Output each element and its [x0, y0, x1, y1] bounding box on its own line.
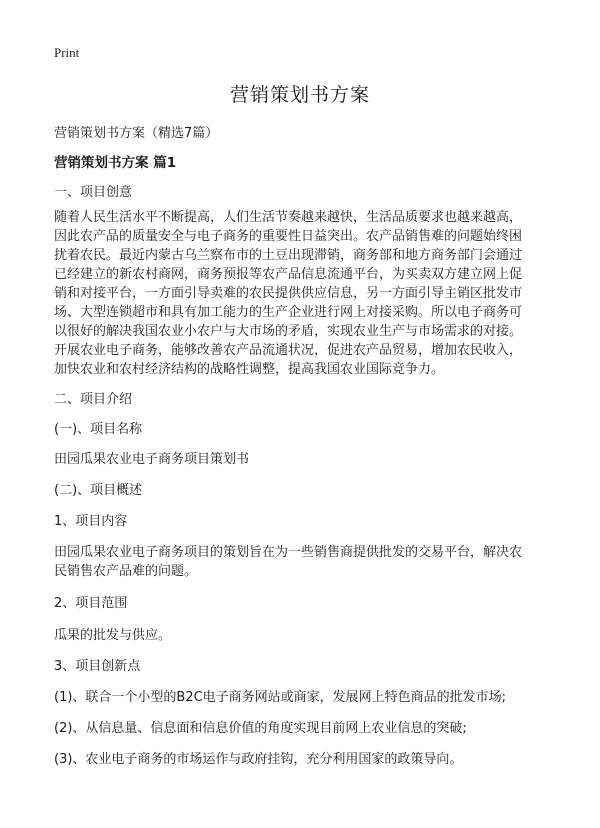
document-subtitle: 营销策划书方案（精选7篇） [54, 126, 219, 141]
innovation-item-1: (1)、联合一个小型的B2C电子商务网站或商家，发展网上特色商品的批发市场; [54, 690, 507, 705]
paragraph-line: 已经建立的新农村商网，商务预报等农产品信息流通平台，为买卖双方建立网上促 [54, 267, 523, 282]
section-heading: 营销策划书方案 篇1 [54, 155, 177, 171]
paragraph-line: 民销售农产品难的问题。 [54, 564, 198, 579]
innovation-item-3: (3)、农业电子商务的市场运作与政府挂钩，充分利用国家的政策导向。 [54, 752, 463, 767]
paragraph-creativity [54, 208, 554, 379]
page-title: 营销策划书方案 [229, 84, 370, 106]
paragraph-line: 开展农业电子商务，能够改善农产品流通状况，促进农产品贸易，增加农民收入， [54, 343, 523, 358]
heading-content: 1、项目内容 [54, 514, 128, 529]
project-name-text: 田园瓜果农业电子商务项目策划书 [54, 452, 250, 467]
heading-scope: 2、项目范围 [54, 596, 128, 611]
paragraph-line: 销和对接平台，一方面引导卖难的农民提供供应信息，另一方面引导主销区批发市 [54, 286, 523, 301]
heading-innovation: 3、项目创新点 [54, 659, 141, 674]
paragraph-line: 田园瓜果农业电子商务项目的策划旨在为一些销售商提供批发的交易平台，解决农 [54, 545, 523, 560]
heading-creativity: 一、项目创意 [54, 185, 133, 200]
print-link[interactable]: Print [54, 45, 80, 60]
paragraph-line: 场、大型连锁超市和具有加工能力的生产企业进行网上对接采购。所以电子商务可 [54, 305, 523, 320]
paragraph-content [54, 543, 554, 581]
paragraph-line: 以很好的解决我国农业小农户与大市场的矛盾，实现农业生产与市场需求的对接。 [54, 324, 523, 339]
heading-project-name: (一)、项目名称 [54, 422, 143, 437]
heading-overview: (二)、项目概述 [54, 483, 143, 498]
paragraph-line: 随着人民生活水平不断提高，人们生活节奏越来越快，生活品质要求也越来越高， [54, 210, 523, 225]
paragraph-line: 加快农业和农村经济结构的战略性调整，提高我国农业国际竞争力。 [54, 362, 445, 377]
heading-intro: 二、项目介绍 [54, 392, 133, 407]
paragraph-line: 因此农产品的质量安全与电子商务的重要性日益突出。农产品销售难的问题始终困 [54, 229, 523, 244]
paragraph-line: 扰着农民。最近内蒙古乌兰察布市的土豆出现滞销，商务部和地方商务部门会通过 [54, 248, 523, 263]
scope-text: 瓜果的批发与供应。 [54, 628, 172, 643]
innovation-item-2: (2)、从信息量、信息面和信息价值的角度实现目前网上农业信息的突破; [54, 721, 467, 736]
